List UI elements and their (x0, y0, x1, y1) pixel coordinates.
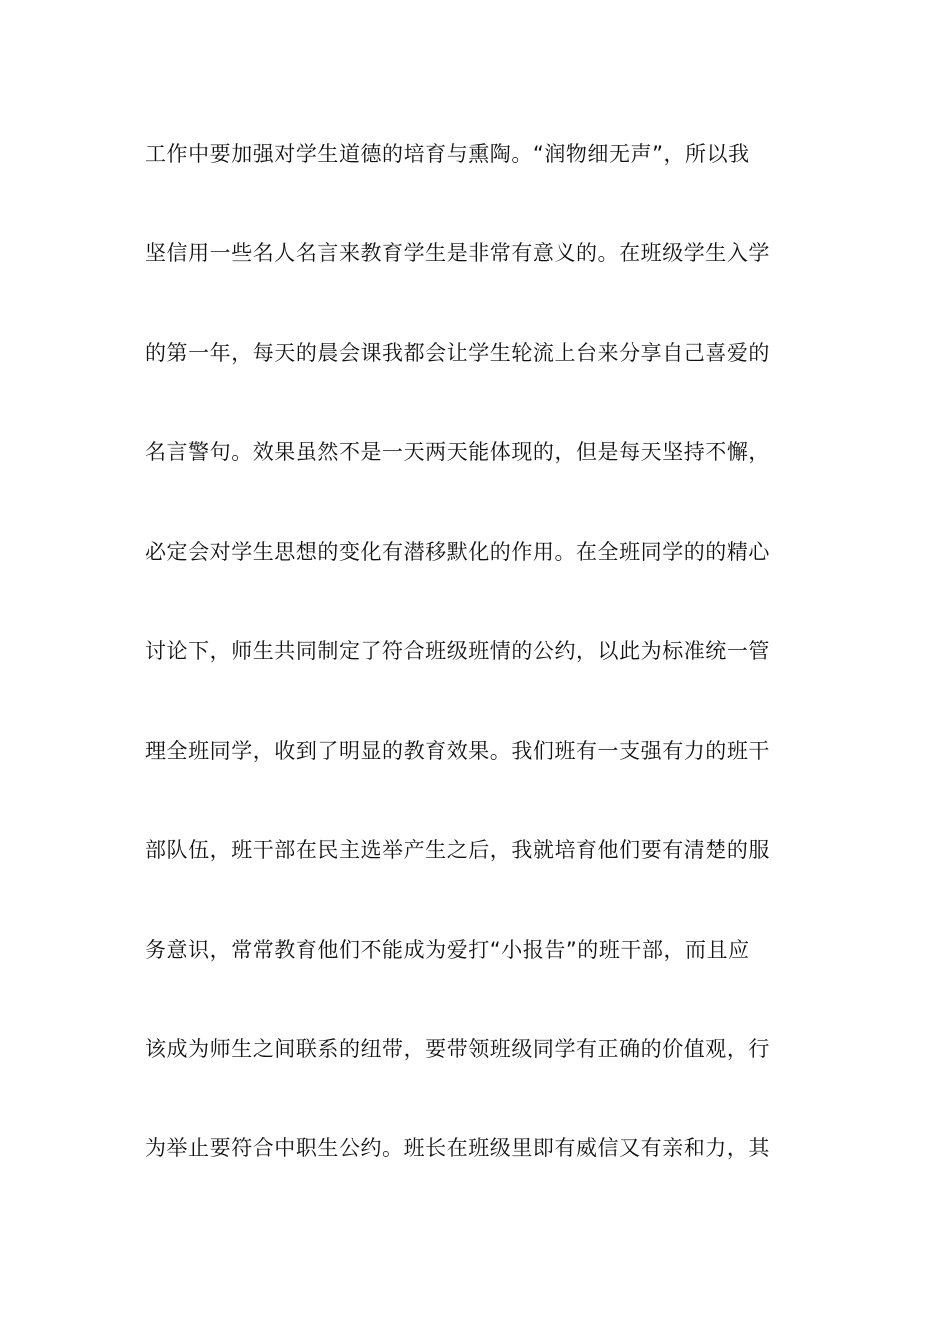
text-line-9: 务意识，常常教育他们不能成为爱打“小报告”的班干部，而且应 (145, 938, 750, 962)
text-line-1: 工作中要加强对学生道德的培育与熏陶。“润物细无声”，所以我 (145, 142, 750, 166)
text-line-7: 理全班同学，收到了明显的教育效果。我们班有一支强有力的班干 (145, 739, 770, 763)
text-line-8: 部队伍，班干部在民主选举产生之后，我就培育他们要有清楚的服 (145, 838, 770, 862)
text-line-10: 该成为师生之间联系的纽带，要带领班级同学有正确的价值观，行 (145, 1037, 770, 1061)
text-line-4: 名言警句。效果虽然不是一天两天能体现的，但是每天坚持不懈， (145, 440, 770, 464)
text-line-6: 讨论下，师生共同制定了符合班级班情的公约，以此为标准统一管 (145, 639, 770, 663)
text-line-11: 为举止要符合中职生公约。班长在班级里即有威信又有亲和力，其 (145, 1136, 770, 1160)
text-line-5: 必定会对学生思想的变化有潜移默化的作用。在全班同学的的精心 (145, 540, 770, 564)
text-line-2: 坚信用一些名人名言来教育学生是非常有意义的。在班级学生入学 (145, 241, 770, 265)
text-line-3: 的第一年，每天的晨会课我都会让学生轮流上台来分享自己喜爱的 (145, 341, 770, 365)
